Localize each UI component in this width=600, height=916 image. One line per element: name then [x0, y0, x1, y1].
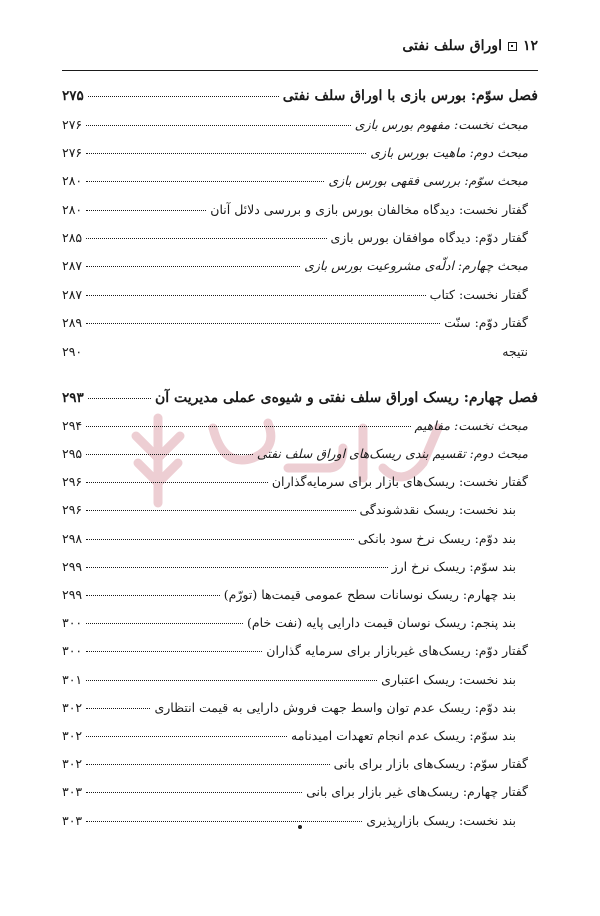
toc-entry [62, 258, 538, 273]
toc-entry-title: گفتار دوّم: سنّت [444, 315, 528, 330]
toc-entry-title: مبحث سوّم: بررسی فقهی بورس بازی [328, 173, 528, 188]
dot-leader [86, 323, 440, 324]
dot-leader [86, 623, 243, 624]
dot-leader [86, 736, 287, 737]
dot-leader [86, 426, 410, 427]
dot-leader [86, 238, 326, 239]
toc-entry [62, 700, 538, 715]
dot-leader [86, 651, 262, 652]
toc-entry-page: ۲۸۹ [62, 315, 83, 330]
toc-entry-title: گفتار سوّم: ریسک‌های بازار برای بانی [333, 756, 528, 771]
toc-entry-page: ۲۸۵ [62, 230, 83, 245]
dot-leader [86, 266, 300, 267]
page-dot [298, 825, 302, 829]
toc-entry-page: ۳۰۰ [62, 615, 83, 630]
dot-leader [86, 153, 366, 154]
toc-entry [62, 502, 538, 517]
toc-entry-page: ۲۹۶ [62, 502, 83, 517]
toc-entry-page: ۳۰۱ [62, 672, 83, 687]
toc-entry [62, 145, 538, 160]
toc-entry-title: مبحث دوم: تقسیم بندی ریسک‌های اوراق سلف نفتی [256, 446, 528, 461]
toc-entry-page: ۳۰۲ [62, 756, 83, 771]
dot-leader [86, 295, 426, 296]
toc-entry-title: بند سوّم: ریسک نرخ ارز [391, 559, 516, 574]
toc-entry-page: ۲۹۹ [62, 587, 83, 602]
toc-entry-page: ۲۷۵ [62, 88, 84, 104]
toc-entry [62, 173, 538, 188]
toc-entry-page: ۲۸۷ [62, 287, 83, 302]
dot-leader [86, 567, 387, 568]
toc-entry [62, 344, 538, 359]
dot-leader [86, 482, 268, 483]
dot-leader [86, 454, 253, 455]
toc-entry-page: ۲۹۳ [62, 390, 84, 406]
toc-entry-title: گفتار دوّم: ریسک‌های غیربازار برای سرمایه گذاران [266, 643, 528, 658]
toc-entry-page: ۲۷۶ [62, 117, 83, 132]
dot-leader [86, 764, 330, 765]
toc-entry [62, 117, 538, 132]
toc-entry [62, 418, 538, 433]
toc-entry-page: ۲۸۷ [62, 258, 83, 273]
toc-entry-page: ۲۹۴ [62, 418, 83, 433]
toc-entry-title: گفتار نخست: ریسک‌های بازار برای سرمایه‌گذاران [271, 474, 528, 489]
toc-entry-title: بند نخست: ریسک نقدشوندگی [359, 502, 516, 517]
toc-entry-page: ۲۹۹ [62, 559, 83, 574]
toc-entry-page: ۲۹۰ [62, 344, 83, 359]
toc-entry-title: بند دوّم: ریسک عدم توان واسط جهت فروش دارایی به قیمت انتظاری [154, 700, 516, 715]
dot-leader [86, 680, 377, 681]
toc-entry [62, 474, 538, 489]
toc-entry-title: بند نخست: ریسک اعتباری [381, 672, 516, 687]
toc-entry-page: ۲۹۵ [62, 446, 83, 461]
toc-entry [62, 784, 538, 799]
toc-entry-page: ۲۹۸ [62, 531, 83, 546]
toc-entry-title: فصل سوّم: بورس بازی با اوراق سلف نفتی [282, 88, 538, 104]
toc-entry-title: مبحث نخست: مفاهیم [414, 418, 528, 433]
toc-entry-page: ۲۸۰ [62, 202, 83, 217]
toc-entry-title: گفتار دوّم: دیدگاه موافقان بورس بازی [330, 230, 528, 245]
dot-leader [86, 821, 362, 822]
toc-entry [62, 531, 538, 546]
toc-entry [62, 390, 538, 406]
toc-entry [62, 202, 538, 217]
toc-entry-page: ۳۰۳ [62, 784, 83, 799]
toc-entry [62, 230, 538, 245]
dot-leader [86, 792, 302, 793]
running-header [402, 38, 538, 54]
toc-entry-title: بند نخست: ریسک بازارپذیری [366, 813, 516, 828]
dot-leader [86, 708, 150, 709]
toc-entry-page: ۲۹۶ [62, 474, 83, 489]
dot-leader [86, 539, 354, 540]
toc-entry-title: گفتار چهارم: ریسک‌های غیر بازار برای بانی [306, 784, 528, 799]
dot-leader [88, 398, 151, 399]
toc-entry [62, 643, 538, 658]
dot-leader [86, 210, 206, 211]
dot-leader [86, 181, 324, 182]
toc-entry-title: گفتار نخست: دیدگاه مخالفان بورس بازی و بررسی دلائل آنان [210, 202, 528, 217]
toc-entry-title: مبحث نخست: مفهوم بورس بازی [354, 117, 528, 132]
square-ornament-icon [508, 42, 517, 51]
toc-entry-title: مبحث دوم: ماهیت بورس بازی [370, 145, 528, 160]
toc-entry-page: ۳۰۳ [62, 813, 83, 828]
header-page-number: ۱۲ [522, 38, 538, 54]
toc-entry-title: بند پنجم: ریسک نوسان قیمت دارایی پایه (نفت خام) [247, 615, 516, 630]
header-rule [62, 70, 538, 71]
toc-entry [62, 287, 538, 302]
dot-leader [88, 96, 279, 97]
toc-entry [62, 315, 538, 330]
toc-entry-page: ۳۰۲ [62, 728, 83, 743]
toc-entry [62, 756, 538, 771]
toc-entry [62, 728, 538, 743]
header-running-title: اوراق سلف نفتی [402, 38, 502, 54]
toc-entry [62, 88, 538, 104]
dot-leader [86, 125, 351, 126]
toc-entry-title: فصل چهارم: ریسک اوراق سلف نفتی و شیوه‌ی عملی مدیریت آن [155, 390, 538, 406]
toc-entry-title: مبحث چهارم: ادلّه‌ی مشروعیت بورس بازی [304, 258, 528, 273]
toc-entry-title: بند چهارم: ریسک نوسانات سطح عمومی قیمت‌ها (تورّم) [223, 587, 516, 602]
toc-entry-page: ۳۰۲ [62, 700, 83, 715]
toc-entry [62, 615, 538, 630]
toc-entry-page: ۲۷۶ [62, 145, 83, 160]
toc-entry-page: ۲۸۰ [62, 173, 83, 188]
toc-entry [62, 446, 538, 461]
toc-entry-title: نتیجه [502, 344, 528, 359]
toc-entry [62, 672, 538, 687]
toc-entry-title: بند دوّم: ریسک نرخ سود بانکی [357, 531, 516, 546]
toc-entry-title: گفتار نخست: کتاب [429, 287, 528, 302]
toc-entry [62, 587, 538, 602]
dot-leader [86, 595, 220, 596]
toc-entry-page: ۳۰۰ [62, 643, 83, 658]
dot-leader [86, 510, 355, 511]
toc-entry [62, 559, 538, 574]
toc-entry-title: بند سوّم: ریسک عدم انجام تعهدات امیدنامه [291, 728, 516, 743]
